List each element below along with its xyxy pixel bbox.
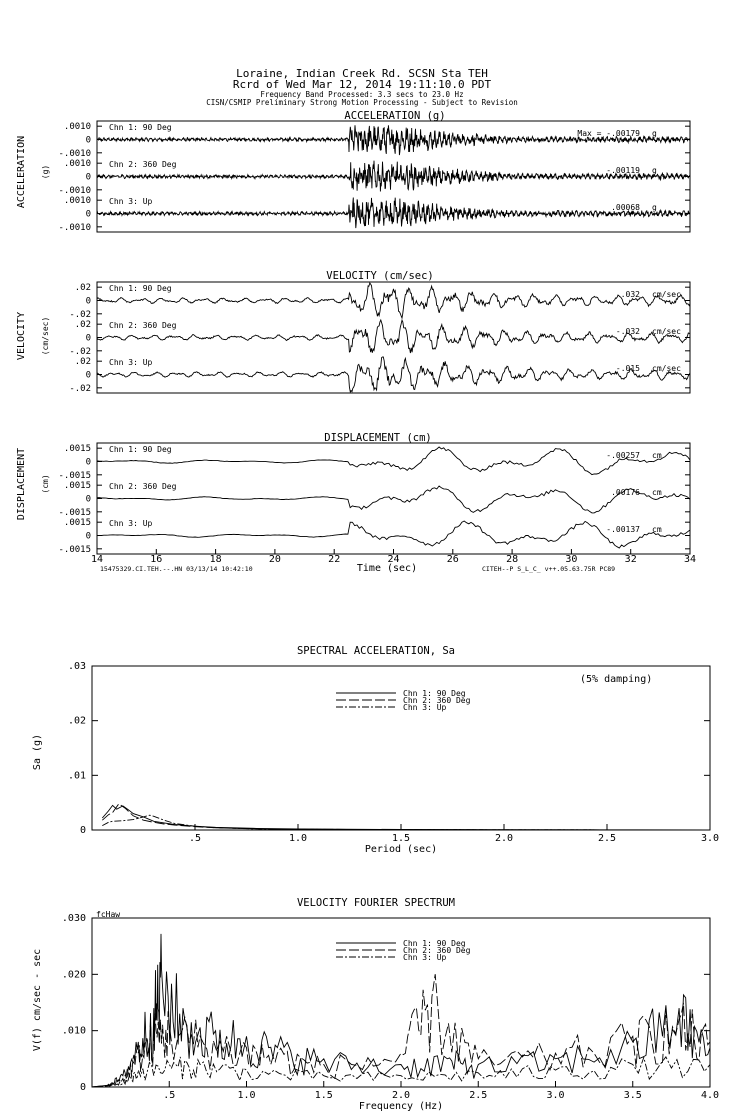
vel-peak-unit: cm/sec <box>652 327 681 336</box>
acceleration-ylabel: ACCELERATION <box>16 135 27 209</box>
acc-ytick-label: 0 <box>85 135 91 146</box>
disp-waveform-1 <box>97 447 690 475</box>
disp-channel-label: Chn 2: 360 Deg <box>109 482 177 491</box>
fourier-title: VELOCITY FOURIER SPECTRUM <box>296 897 456 909</box>
vel-peak-value: .032 <box>620 290 640 299</box>
disp-ytick-label: 0 <box>85 494 91 505</box>
acc-ytick-label: -.0010 <box>58 222 91 233</box>
vel-ytick-label: .02 <box>74 357 91 368</box>
fourier-xlabel: Frequency (Hz) <box>358 1101 444 1112</box>
sa-ytick-label: .03 <box>67 661 86 672</box>
sa-legend-label: Chn 2: 360 Deg <box>403 696 471 705</box>
vel-waveform-1 <box>97 283 690 318</box>
vel-ytick-label: 0 <box>85 370 91 381</box>
acc-ytick-label: .0010 <box>63 196 91 207</box>
vel-peak-unit: cm/sec <box>652 290 681 299</box>
disp-channel-label: Chn 1: 90 Deg <box>109 445 172 454</box>
footer-left: 15475329.CI.TEH.--.HN 03/13/14 10:42:10 <box>100 565 253 573</box>
time-axis-label: Time (sec) <box>356 563 418 574</box>
acc-waveform-2 <box>97 161 690 192</box>
fourier-xtick-label: 1.0 <box>237 1090 256 1101</box>
footer-right: CITEH--P S_L_C_ v++.05.63.75R PC89 <box>482 565 616 573</box>
fourier-legend-label: Chn 2: 360 Deg <box>403 946 471 955</box>
vel-channel-label: Chn 1: 90 Deg <box>109 284 172 293</box>
vel-ytick-label: .02 <box>74 320 91 331</box>
velocity-title: VELOCITY (cm/sec) <box>326 270 434 282</box>
fourier-xtick-label: 3.0 <box>546 1090 565 1101</box>
acc-peak-value: Max = -.00179 <box>577 129 640 138</box>
sa-xtick-label: 1.5 <box>391 833 411 844</box>
acc-peak-value: .00068 <box>611 203 640 212</box>
displacement-ylabel: DISPLACEMENT <box>16 447 27 521</box>
sa-frame <box>92 666 710 830</box>
acc-ytick-label: .0010 <box>63 122 91 133</box>
disp-peak-value: -.00137 <box>606 525 640 534</box>
disp-ytick-label: .0015 <box>63 518 91 529</box>
vel-ytick-label: 0 <box>85 296 91 307</box>
fourier-xtick-label: 2.0 <box>391 1090 411 1101</box>
displacement-yunit: (cm) <box>41 474 50 494</box>
vel-channel-label: Chn 2: 360 Deg <box>109 321 177 330</box>
sa-xtick-label: 1.0 <box>288 833 308 844</box>
sa-series-3 <box>102 815 710 830</box>
acc-ytick-label: -.0010 <box>58 185 91 196</box>
disp-peak-unit: cm <box>652 525 662 534</box>
vel-peak-unit: cm/sec <box>652 364 681 373</box>
acc-channel-label: Chn 2: 360 Deg <box>109 160 177 169</box>
disp-peak-unit: cm <box>652 488 662 497</box>
disp-waveform-3 <box>97 521 690 548</box>
disp-ytick-label: 0 <box>85 531 91 542</box>
disp-waveform-2 <box>97 486 690 513</box>
disp-peak-unit: cm <box>652 451 662 460</box>
fourier-xtick-label: 1.5 <box>314 1090 333 1101</box>
fourier-legend-label: Chn 3: Up <box>403 953 447 962</box>
fourier-xtick-label: 3.5 <box>623 1090 642 1101</box>
time-tick-label: 32 <box>624 554 637 565</box>
sa-ytick-label: .02 <box>67 715 86 727</box>
acc-waveform-3 <box>97 198 690 229</box>
vel-ytick-label: 0 <box>85 333 91 344</box>
time-tick-label: 30 <box>565 554 578 565</box>
velocity-ylabel: VELOCITY <box>16 311 27 361</box>
sa-legend-label: Chn 3: Up <box>403 703 447 712</box>
vel-channel-label: Chn 3: Up <box>109 358 153 367</box>
vel-waveform-3 <box>97 357 690 392</box>
sa-xtick-label: 2.0 <box>494 833 514 844</box>
acc-ytick-label: 0 <box>85 209 91 220</box>
sa-damping-annotation: (5% damping) <box>580 674 653 685</box>
sa-ytick-label: .01 <box>67 770 86 782</box>
time-tick-label: 20 <box>268 554 281 565</box>
acc-peak-unit: g <box>652 203 657 212</box>
sa-xtick-label: .5 <box>188 833 202 844</box>
disp-ytick-label: .0015 <box>63 444 91 455</box>
time-tick-label: 28 <box>506 554 519 565</box>
fourier-xtick-label: 2.5 <box>469 1090 488 1101</box>
sa-ylabel: Sa (g) <box>32 733 43 771</box>
acc-ytick-label: -.0010 <box>58 148 91 159</box>
disp-channel-label: Chn 3: Up <box>109 519 153 528</box>
vel-ytick-label: -.02 <box>69 309 91 320</box>
sa-xlabel: Period (sec) <box>364 844 438 855</box>
fourier-ytick-label: .020 <box>61 969 86 981</box>
fourier-ytick-label: .010 <box>61 1025 86 1037</box>
disp-ytick-label: 0 <box>85 457 91 468</box>
sa-ytick-label: 0 <box>79 825 86 836</box>
fourier-xtick-label: .5 <box>163 1090 176 1101</box>
header-line4: CISN/CSMIP Preliminary Strong Motion Processing - Subject to Revision <box>206 98 518 107</box>
acc-channel-label: Chn 1: 90 Deg <box>109 123 172 132</box>
acceleration-yunit: (g) <box>41 164 50 180</box>
vel-peak-value: -.015 <box>615 364 640 373</box>
fourier-xtick-label: 4.0 <box>700 1090 720 1101</box>
fourier-ylabel: V(f) cm/sec - sec <box>32 948 43 1052</box>
disp-ytick-label: -.0015 <box>58 544 91 555</box>
fourier-series-1 <box>92 934 710 1087</box>
time-tick-label: 34 <box>683 554 697 565</box>
disp-ytick-label: -.0015 <box>58 470 91 481</box>
time-tick-label: 18 <box>209 554 222 565</box>
vel-ytick-label: -.02 <box>69 383 91 394</box>
vel-peak-value: -.032 <box>615 327 640 336</box>
time-tick-label: 24 <box>387 554 400 565</box>
time-tick-label: 22 <box>328 554 341 565</box>
disp-ytick-label: .0015 <box>63 481 91 492</box>
acceleration-title: ACCELERATION (g) <box>344 110 446 122</box>
acc-ytick-label: 0 <box>85 172 91 183</box>
disp-peak-value: .00176 <box>611 488 640 497</box>
sa-title: SPECTRAL ACCELERATION, Sa <box>296 645 456 657</box>
acc-peak-value: -.00119 <box>606 166 640 175</box>
disp-ytick-label: -.0015 <box>58 507 91 518</box>
header-line1: Loraine, Indian Creek Rd. SCSN Sta TEH <box>236 67 488 80</box>
header-line2: Rcrd of Wed Mar 12, 2014 19:11:10.0 PDT <box>232 78 492 91</box>
fourier-legend-label: Chn 1: 90 Deg <box>403 939 466 948</box>
acc-ytick-label: .0010 <box>63 159 91 170</box>
acc-peak-unit: g <box>652 166 657 175</box>
fourier-corner-label: fcHaw <box>96 910 121 919</box>
time-tick-label: 26 <box>446 554 459 565</box>
acc-channel-label: Chn 3: Up <box>109 197 153 206</box>
time-tick-label: 16 <box>150 554 163 565</box>
time-tick-label: 14 <box>90 554 104 565</box>
vel-ytick-label: -.02 <box>69 346 91 357</box>
sa-xtick-label: 2.5 <box>597 833 617 844</box>
velocity-yunit: (cm/sec) <box>41 316 50 356</box>
vel-ytick-label: .02 <box>74 283 91 294</box>
header-line3: Frequency Band Processed: 3.3 secs to 23.0 Hz <box>260 90 464 99</box>
vel-waveform-2 <box>97 320 690 353</box>
fourier-ytick-label: .030 <box>61 913 86 924</box>
sa-xtick-label: 3.0 <box>700 833 720 844</box>
sa-legend-label: Chn 1: 90 Deg <box>403 689 466 698</box>
displacement-title: DISPLACEMENT (cm) <box>324 432 432 444</box>
acc-peak-unit: g <box>652 129 657 138</box>
fourier-ytick-label: 0 <box>79 1082 86 1093</box>
disp-peak-value: -.00257 <box>606 451 640 460</box>
fourier-series-2 <box>92 974 710 1087</box>
